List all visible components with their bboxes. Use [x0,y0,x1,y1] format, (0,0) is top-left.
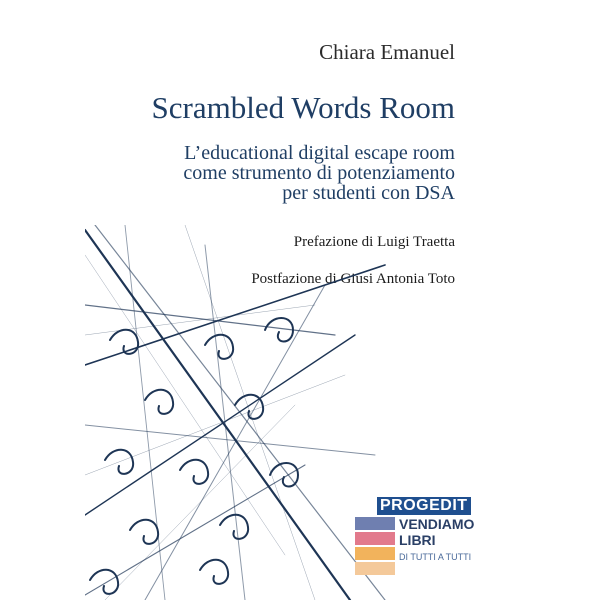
puzzle-knot [200,560,228,584]
puzzle-knot [130,520,158,544]
puzzle-knot [90,570,118,594]
illustration-stroke [205,245,245,600]
postface-credit: Postfazione di Giusi Antonia Toto [251,271,455,287]
color-bar [355,532,395,545]
illustration-stroke [85,265,385,365]
illustration-stroke [145,285,325,600]
publisher-tagline: LIBRI [399,532,436,548]
publisher-color-bars [355,517,395,577]
book-author: Chiara Emanuel [319,40,455,64]
publisher-tagline-small: DI TUTTI A TUTTI [399,552,472,562]
illustration-stroke [85,255,285,555]
book-title: Scrambled Words Room [151,90,455,125]
puzzle-knot [205,335,233,359]
subtitle-line: per studenti con DSA [282,182,455,204]
puzzle-knot [145,390,173,414]
subtitle-line: L’educational digital escape room [184,142,455,164]
color-bar [355,562,395,575]
puzzle-knot [220,515,248,539]
color-bar [355,547,395,560]
illustration-stroke [185,225,315,600]
illustration-stroke [85,375,345,475]
color-bar [355,517,395,530]
illustration-stroke [85,335,355,515]
preface-credit: Prefazione di Luigi Traetta [293,234,455,250]
book-subtitle [95,143,455,203]
publisher-logo [355,497,485,587]
puzzle-knot [110,330,138,354]
publisher-tagline: VENDIAMO [399,516,475,532]
puzzle-knot [235,395,263,419]
subtitle-line: come strumento di potenziamento [183,162,455,184]
illustration-stroke [85,230,350,600]
publisher-name: PROGEDIT [377,497,471,515]
illustration-stroke [85,465,305,595]
book-cover [85,0,515,600]
puzzle-knot [180,460,208,484]
